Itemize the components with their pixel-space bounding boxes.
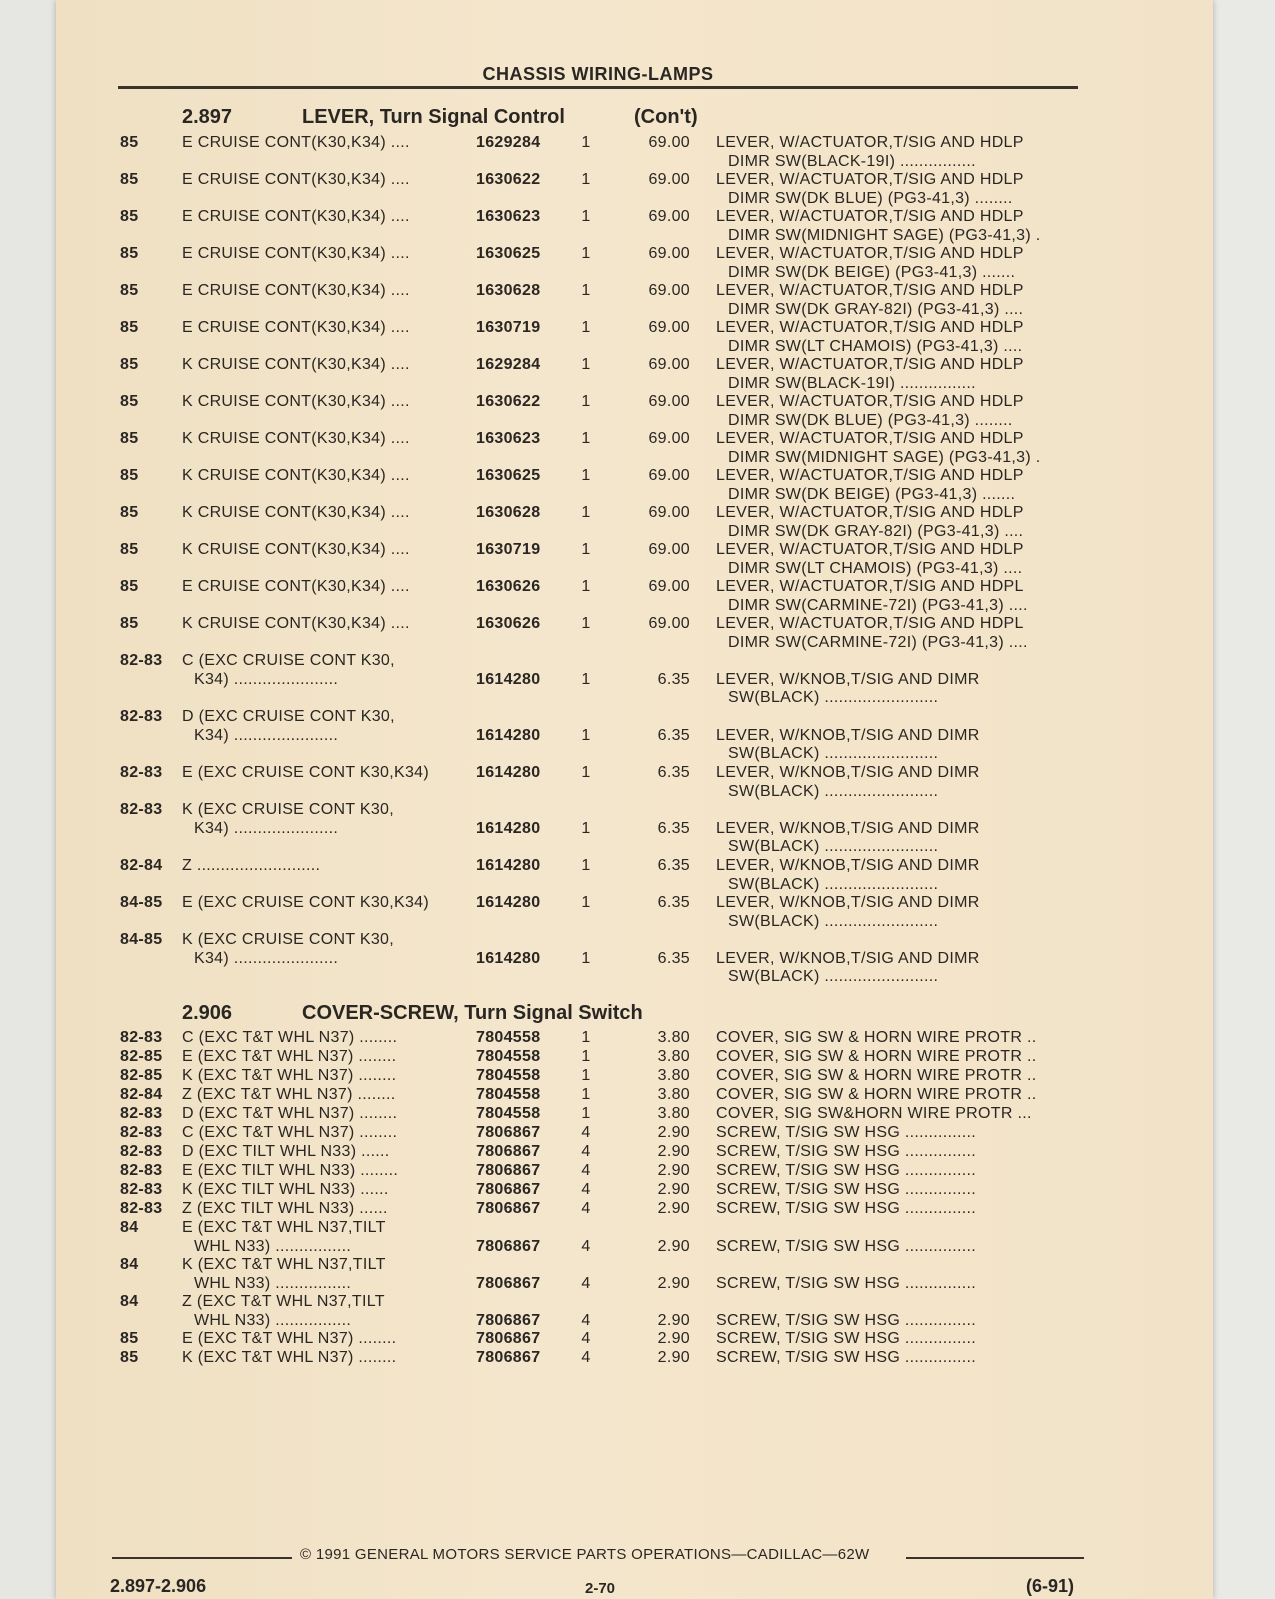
part-description: DIMR SW(CARMINE-72I) (PG3-41,3) .... (728, 633, 1028, 651)
scanner-background (0, 0, 56, 1599)
part-description: LEVER, W/ACTUATOR,T/SIG AND HDLP (716, 282, 1024, 299)
part-description: SW(BLACK) ........................ (728, 689, 939, 706)
quantity: 1 (581, 726, 591, 744)
model-description: WHL N33) ................ (194, 1237, 352, 1255)
quantity: 1 (581, 1067, 591, 1084)
model-description: K (EXC T&T WHL N37) ........ (182, 1349, 397, 1366)
model-description: K CRUISE CONT(K30,K34) .... (182, 504, 410, 521)
price: 3.80 (657, 1029, 690, 1046)
part-number: 1630628 (476, 504, 541, 521)
part-number: 7806867 (476, 1181, 541, 1198)
part-description: DIMR SW(MIDNIGHT SAGE) (PG3-41,3) . (728, 448, 1041, 466)
model-description: E (EXC T&T WHL N37) ........ (182, 1048, 397, 1065)
model-description: E (EXC CRUISE CONT K30,K34) (182, 764, 429, 781)
part-description: COVER, SIG SW & HORN WIRE PROTR .. (716, 1086, 1037, 1103)
quantity: 1 (581, 467, 591, 484)
model-description: Z (EXC T&T WHL N37) ........ (182, 1086, 396, 1103)
quantity: 4 (581, 1200, 591, 1217)
model-year: 84 (120, 1256, 139, 1273)
price: 6.35 (657, 949, 690, 967)
model-description: Z (EXC TILT WHL N33) ...... (182, 1200, 388, 1217)
quantity: 1 (581, 1086, 591, 1103)
part-description: LEVER, W/ACTUATOR,T/SIG AND HDLP (716, 467, 1024, 484)
part-description: LEVER, W/KNOB,T/SIG AND DIMR (716, 726, 980, 744)
section-number: 2.906 (182, 1002, 233, 1024)
part-description: COVER, SIG SW & HORN WIRE PROTR .. (716, 1067, 1037, 1084)
part-description: DIMR SW(LT CHAMOIS) (PG3-41,3) .... (728, 559, 1023, 577)
part-number: 7806867 (476, 1124, 541, 1141)
part-number: 1629284 (476, 134, 541, 151)
model-year: 85 (120, 1330, 139, 1347)
quantity: 1 (581, 245, 591, 262)
model-description: E CRUISE CONT(K30,K34) .... (182, 578, 410, 595)
footer-revision-date: (6-91) (1026, 1576, 1075, 1596)
part-description: SCREW, T/SIG SW HSG ............... (716, 1311, 977, 1329)
part-description: DIMR SW(DK BEIGE) (PG3-41,3) ....... (728, 263, 1016, 281)
price: 69.00 (648, 541, 690, 558)
model-year: 85 (120, 615, 139, 632)
part-number: 7806867 (476, 1162, 541, 1179)
part-description: SW(BLACK) ........................ (728, 912, 939, 930)
model-year: 85 (120, 282, 139, 299)
model-description: E CRUISE CONT(K30,K34) .... (182, 134, 410, 151)
model-description: K (EXC CRUISE CONT K30, (182, 801, 394, 818)
part-number: 1630719 (476, 319, 541, 336)
model-description: K34) ...................... (194, 726, 339, 744)
part-description: SW(BLACK) ........................ (728, 838, 939, 855)
quantity: 1 (581, 171, 591, 188)
model-year: 85 (120, 393, 139, 410)
part-description: DIMR SW(DK BLUE) (PG3-41,3) ........ (728, 189, 1013, 207)
part-description: SW(BLACK) ........................ (728, 968, 939, 985)
model-description: K (EXC T&T WHL N37) ........ (182, 1067, 397, 1084)
part-description: LEVER, W/KNOB,T/SIG AND DIMR (716, 819, 980, 837)
part-description: DIMR SW(CARMINE-72I) (PG3-41,3) .... (728, 596, 1028, 614)
part-number: 7806867 (476, 1311, 541, 1329)
part-number: 7806867 (476, 1274, 541, 1292)
quantity: 1 (581, 1105, 591, 1122)
price: 2.90 (657, 1181, 690, 1198)
model-year: 85 (120, 467, 139, 484)
model-year: 84-85 (120, 931, 163, 948)
price: 69.00 (648, 171, 690, 188)
model-description: E CRUISE CONT(K30,K34) .... (182, 282, 410, 299)
model-description: K34) ...................... (194, 670, 339, 688)
model-description: E CRUISE CONT(K30,K34) .... (182, 171, 410, 188)
price: 69.00 (648, 430, 690, 447)
part-description: SCREW, T/SIG SW HSG ............... (716, 1143, 977, 1160)
quantity: 1 (581, 134, 591, 151)
part-number: 1614280 (476, 764, 541, 781)
header-rule (118, 86, 1078, 89)
part-description: COVER, SIG SW & HORN WIRE PROTR .. (716, 1029, 1037, 1046)
part-number: 1630625 (476, 467, 541, 484)
part-description: LEVER, W/ACTUATOR,T/SIG AND HDLP (716, 393, 1024, 410)
model-description: WHL N33) ................ (194, 1311, 352, 1329)
part-description: SCREW, T/SIG SW HSG ............... (716, 1200, 977, 1217)
part-description: LEVER, W/ACTUATOR,T/SIG AND HDLP (716, 541, 1024, 558)
model-description: D (EXC T&T WHL N37) ........ (182, 1105, 398, 1122)
price: 69.00 (648, 578, 690, 595)
model-description: Z (EXC T&T WHL N37,TILT (182, 1293, 385, 1310)
model-description: E CRUISE CONT(K30,K34) .... (182, 245, 410, 262)
quantity: 1 (581, 356, 591, 373)
part-description: SCREW, T/SIG SW HSG ............... (716, 1124, 977, 1141)
model-year: 84 (120, 1293, 139, 1310)
model-description: K CRUISE CONT(K30,K34) .... (182, 541, 410, 558)
price: 3.80 (657, 1086, 690, 1103)
quantity: 1 (581, 208, 591, 225)
model-description: E (EXC TILT WHL N33) ........ (182, 1162, 399, 1179)
part-number: 7804558 (476, 1105, 541, 1122)
price: 69.00 (648, 615, 690, 632)
quantity: 1 (581, 578, 591, 595)
model-year: 82-85 (120, 1067, 163, 1084)
part-description: LEVER, W/KNOB,T/SIG AND DIMR (716, 857, 980, 874)
part-description: SCREW, T/SIG SW HSG ............... (716, 1181, 977, 1198)
model-year: 85 (120, 504, 139, 521)
section-number: 2.897 (182, 106, 233, 128)
part-description: LEVER, W/ACTUATOR,T/SIG AND HDLP (716, 208, 1024, 225)
footer-section-range: 2.897-2.906 (110, 1576, 207, 1596)
part-description: COVER, SIG SW&HORN WIRE PROTR ... (716, 1105, 1032, 1122)
part-description: LEVER, W/ACTUATOR,T/SIG AND HDLP (716, 171, 1024, 188)
model-year: 85 (120, 578, 139, 595)
part-description: COVER, SIG SW & HORN WIRE PROTR .. (716, 1048, 1037, 1065)
model-year: 82-83 (120, 1124, 163, 1141)
quantity: 1 (581, 819, 591, 837)
model-description: K CRUISE CONT(K30,K34) .... (182, 393, 410, 410)
part-description: LEVER, W/KNOB,T/SIG AND DIMR (716, 949, 980, 967)
part-description: LEVER, W/KNOB,T/SIG AND DIMR (716, 670, 980, 688)
price: 2.90 (657, 1162, 690, 1179)
quantity: 4 (581, 1124, 591, 1141)
model-year: 84-85 (120, 894, 163, 911)
price: 2.90 (657, 1330, 690, 1347)
part-description: DIMR SW(DK BEIGE) (PG3-41,3) ....... (728, 485, 1016, 503)
part-description: LEVER, W/ACTUATOR,T/SIG AND HDPL (716, 615, 1024, 632)
quantity: 4 (581, 1349, 591, 1366)
price: 69.00 (648, 245, 690, 262)
part-description: DIMR SW(DK BLUE) (PG3-41,3) ........ (728, 411, 1013, 429)
quantity: 1 (581, 319, 591, 336)
page-title: CHASSIS WIRING-LAMPS (482, 64, 714, 84)
model-description: K (EXC TILT WHL N33) ...... (182, 1181, 389, 1198)
part-description: LEVER, W/ACTUATOR,T/SIG AND HDLP (716, 134, 1024, 151)
price: 6.35 (657, 764, 690, 781)
part-number: 1614280 (476, 726, 541, 744)
quantity: 4 (581, 1237, 591, 1255)
model-description: E (EXC T&T WHL N37) ........ (182, 1330, 397, 1347)
quantity: 4 (581, 1143, 591, 1160)
quantity: 1 (581, 670, 591, 688)
model-year: 85 (120, 134, 139, 151)
part-description: SW(BLACK) ........................ (728, 782, 939, 800)
part-description: SW(BLACK) ........................ (728, 745, 939, 762)
quantity: 1 (581, 894, 591, 911)
part-description: SCREW, T/SIG SW HSG ............... (716, 1330, 977, 1347)
model-year: 84 (120, 1219, 139, 1236)
price: 6.35 (657, 726, 690, 744)
price: 69.00 (648, 356, 690, 373)
part-number: 1630628 (476, 282, 541, 299)
quantity: 1 (581, 949, 591, 967)
price: 3.80 (657, 1067, 690, 1084)
model-description: Z .......................... (182, 857, 321, 874)
section-title: COVER-SCREW, Turn Signal Switch (302, 1002, 643, 1024)
part-number: 1614280 (476, 894, 541, 911)
quantity: 1 (581, 282, 591, 299)
model-year: 82-83 (120, 708, 163, 725)
price: 2.90 (657, 1124, 690, 1141)
model-year: 82-83 (120, 1181, 163, 1198)
model-description: K CRUISE CONT(K30,K34) .... (182, 356, 410, 373)
quantity: 4 (581, 1330, 591, 1347)
model-year: 82-83 (120, 801, 163, 818)
model-description: D (EXC TILT WHL N33) ...... (182, 1143, 390, 1160)
model-year: 85 (120, 208, 139, 225)
model-year: 82-83 (120, 1200, 163, 1217)
part-description: DIMR SW(BLACK-19I) ................ (728, 152, 976, 170)
part-description: LEVER, W/KNOB,T/SIG AND DIMR (716, 894, 980, 911)
part-number: 1614280 (476, 857, 541, 874)
part-description: SCREW, T/SIG SW HSG ............... (716, 1274, 977, 1292)
part-number: 1630626 (476, 615, 541, 632)
model-description: K CRUISE CONT(K30,K34) .... (182, 430, 410, 447)
model-year: 85 (120, 1349, 139, 1366)
footer-copyright: © 1991 GENERAL MOTORS SERVICE PARTS OPERATIONS—CADILLAC—62W (300, 1546, 870, 1563)
part-description: LEVER, W/ACTUATOR,T/SIG AND HDPL (716, 578, 1024, 595)
part-number: 1629284 (476, 356, 541, 373)
model-year: 82-83 (120, 1162, 163, 1179)
price: 69.00 (648, 134, 690, 151)
model-description: C (EXC T&T WHL N37) ........ (182, 1124, 398, 1141)
model-year: 85 (120, 171, 139, 188)
price: 6.35 (657, 819, 690, 837)
model-description: K34) ...................... (194, 819, 339, 837)
model-year: 82-84 (120, 1086, 163, 1103)
part-number: 1630626 (476, 578, 541, 595)
part-number: 7806867 (476, 1237, 541, 1255)
model-year: 85 (120, 319, 139, 336)
price: 6.35 (657, 857, 690, 874)
price: 6.35 (657, 670, 690, 688)
part-number: 7806867 (476, 1349, 541, 1366)
model-year: 82-83 (120, 652, 163, 669)
model-description: K (EXC T&T WHL N37,TILT (182, 1256, 386, 1273)
quantity: 1 (581, 393, 591, 410)
price: 69.00 (648, 504, 690, 521)
part-number: 7806867 (476, 1330, 541, 1347)
part-description: SW(BLACK) ........................ (728, 875, 939, 893)
part-number: 7804558 (476, 1086, 541, 1103)
quantity: 4 (581, 1181, 591, 1198)
price: 2.90 (657, 1274, 690, 1292)
part-number: 7804558 (476, 1029, 541, 1046)
part-description: DIMR SW(LT CHAMOIS) (PG3-41,3) .... (728, 337, 1023, 355)
section-continued: (Con't) (634, 106, 698, 128)
model-year: 82-84 (120, 857, 163, 874)
model-description: K CRUISE CONT(K30,K34) .... (182, 615, 410, 632)
part-description: LEVER, W/ACTUATOR,T/SIG AND HDLP (716, 245, 1024, 262)
part-description: LEVER, W/KNOB,T/SIG AND DIMR (716, 764, 980, 781)
quantity: 4 (581, 1274, 591, 1292)
model-description: WHL N33) ................ (194, 1274, 352, 1292)
price: 69.00 (648, 319, 690, 336)
quantity: 1 (581, 504, 591, 521)
quantity: 4 (581, 1162, 591, 1179)
model-year: 85 (120, 356, 139, 373)
part-number: 1630623 (476, 208, 541, 225)
price: 3.80 (657, 1048, 690, 1065)
part-description: SCREW, T/SIG SW HSG ............... (716, 1237, 977, 1255)
part-description: SCREW, T/SIG SW HSG ............... (716, 1349, 977, 1366)
part-description: DIMR SW(MIDNIGHT SAGE) (PG3-41,3) . (728, 226, 1041, 244)
price: 6.35 (657, 894, 690, 911)
price: 69.00 (648, 282, 690, 299)
price: 2.90 (657, 1237, 690, 1255)
model-description: K34) ...................... (194, 949, 339, 967)
price: 69.00 (648, 393, 690, 410)
part-description: LEVER, W/ACTUATOR,T/SIG AND HDLP (716, 356, 1024, 373)
part-number: 1630719 (476, 541, 541, 558)
part-number: 1614280 (476, 949, 541, 967)
price: 3.80 (657, 1105, 690, 1122)
part-number: 7804558 (476, 1048, 541, 1065)
model-description: E CRUISE CONT(K30,K34) .... (182, 319, 410, 336)
part-number: 1630623 (476, 430, 541, 447)
part-description: DIMR SW(DK GRAY-82I) (PG3-41,3) .... (728, 300, 1024, 318)
part-number: 1630622 (476, 393, 541, 410)
part-number: 1614280 (476, 819, 541, 837)
quantity: 4 (581, 1311, 591, 1329)
price: 2.90 (657, 1143, 690, 1160)
part-number: 1630622 (476, 171, 541, 188)
part-description: DIMR SW(DK GRAY-82I) (PG3-41,3) .... (728, 522, 1024, 540)
model-year: 85 (120, 245, 139, 262)
model-description: E (EXC CRUISE CONT K30,K34) (182, 894, 429, 911)
model-description: K CRUISE CONT(K30,K34) .... (182, 467, 410, 484)
part-description: LEVER, W/ACTUATOR,T/SIG AND HDLP (716, 430, 1024, 447)
price: 69.00 (648, 208, 690, 225)
quantity: 1 (581, 857, 591, 874)
part-number: 1630625 (476, 245, 541, 262)
model-year: 85 (120, 541, 139, 558)
quantity: 1 (581, 1048, 591, 1065)
part-number: 1614280 (476, 670, 541, 688)
model-description: E (EXC T&T WHL N37,TILT (182, 1219, 386, 1236)
price: 2.90 (657, 1349, 690, 1366)
price: 69.00 (648, 467, 690, 484)
footer-rule-left (112, 1557, 292, 1559)
model-year: 82-83 (120, 1105, 163, 1122)
part-description: LEVER, W/ACTUATOR,T/SIG AND HDLP (716, 319, 1024, 336)
quantity: 1 (581, 541, 591, 558)
part-description: DIMR SW(BLACK-19I) ................ (728, 374, 976, 392)
footer-page-number: 2-70 (585, 1580, 616, 1597)
part-description: LEVER, W/ACTUATOR,T/SIG AND HDLP (716, 504, 1024, 521)
model-year: 82-83 (120, 1143, 163, 1160)
quantity: 1 (581, 615, 591, 632)
model-description: C (EXC T&T WHL N37) ........ (182, 1029, 398, 1046)
quantity: 1 (581, 764, 591, 781)
section-title: LEVER, Turn Signal Control (302, 106, 565, 128)
model-description: D (EXC CRUISE CONT K30, (182, 708, 395, 725)
model-year: 82-83 (120, 1029, 163, 1046)
part-number: 7806867 (476, 1200, 541, 1217)
price: 2.90 (657, 1200, 690, 1217)
model-description: C (EXC CRUISE CONT K30, (182, 652, 395, 669)
footer-rule-right (906, 1557, 1084, 1559)
part-number: 7804558 (476, 1067, 541, 1084)
part-number: 7806867 (476, 1143, 541, 1160)
model-year: 82-83 (120, 764, 163, 781)
model-description: K (EXC CRUISE CONT K30, (182, 931, 394, 948)
model-description: E CRUISE CONT(K30,K34) .... (182, 208, 410, 225)
model-year: 82-85 (120, 1048, 163, 1065)
model-year: 85 (120, 430, 139, 447)
price: 2.90 (657, 1311, 690, 1329)
quantity: 1 (581, 1029, 591, 1046)
part-description: SCREW, T/SIG SW HSG ............... (716, 1162, 977, 1179)
quantity: 1 (581, 430, 591, 447)
